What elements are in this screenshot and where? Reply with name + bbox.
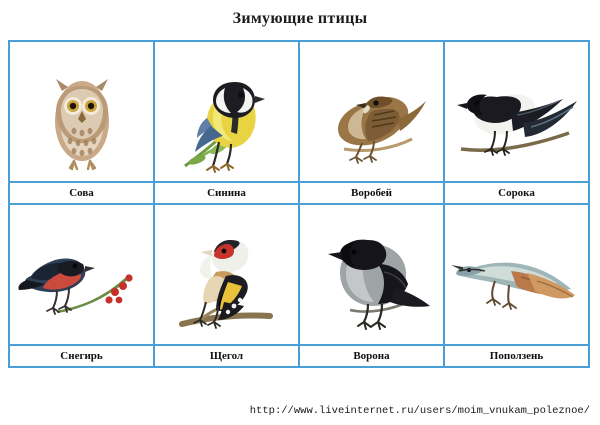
bird-cell-nuthatch[interactable] bbox=[445, 205, 590, 368]
bird-label: Щегол bbox=[155, 344, 298, 366]
nuthatch-illustration bbox=[445, 205, 588, 344]
table-row bbox=[10, 205, 590, 368]
magpie-illustration bbox=[445, 42, 588, 181]
bullfinch-illustration bbox=[10, 205, 153, 344]
tit-illustration bbox=[155, 42, 298, 181]
bird-label: Воробей bbox=[300, 181, 443, 203]
bird-label: Поползень bbox=[445, 344, 588, 366]
goldfinch-illustration bbox=[155, 205, 298, 344]
bird-cell-bullfinch[interactable] bbox=[10, 205, 155, 368]
bird-label: Снегирь bbox=[10, 344, 153, 366]
bird-cell-magpie[interactable] bbox=[445, 42, 590, 205]
bird-cell-sparrow[interactable] bbox=[300, 42, 445, 205]
bird-cell-tit[interactable] bbox=[155, 42, 300, 205]
bird-grid bbox=[8, 40, 590, 368]
bird-cell-owl[interactable] bbox=[10, 42, 155, 205]
crow-illustration bbox=[300, 205, 443, 344]
page-title: Зимующие птицы bbox=[232, 10, 368, 27]
bird-cell-goldfinch[interactable] bbox=[155, 205, 300, 368]
bird-cell-crow[interactable] bbox=[300, 205, 445, 368]
sparrow-illustration bbox=[300, 42, 443, 181]
bird-label: Ворона bbox=[300, 344, 443, 366]
bird-label: Сова bbox=[10, 181, 153, 203]
table-row bbox=[10, 42, 590, 205]
bird-label: Сорока bbox=[445, 181, 588, 203]
bird-label: Синина bbox=[155, 181, 298, 203]
source-url: http://www.liveinternet.ru/users/moim_vnukam_poleznoe/ bbox=[249, 405, 590, 417]
owl-illustration bbox=[10, 42, 153, 181]
